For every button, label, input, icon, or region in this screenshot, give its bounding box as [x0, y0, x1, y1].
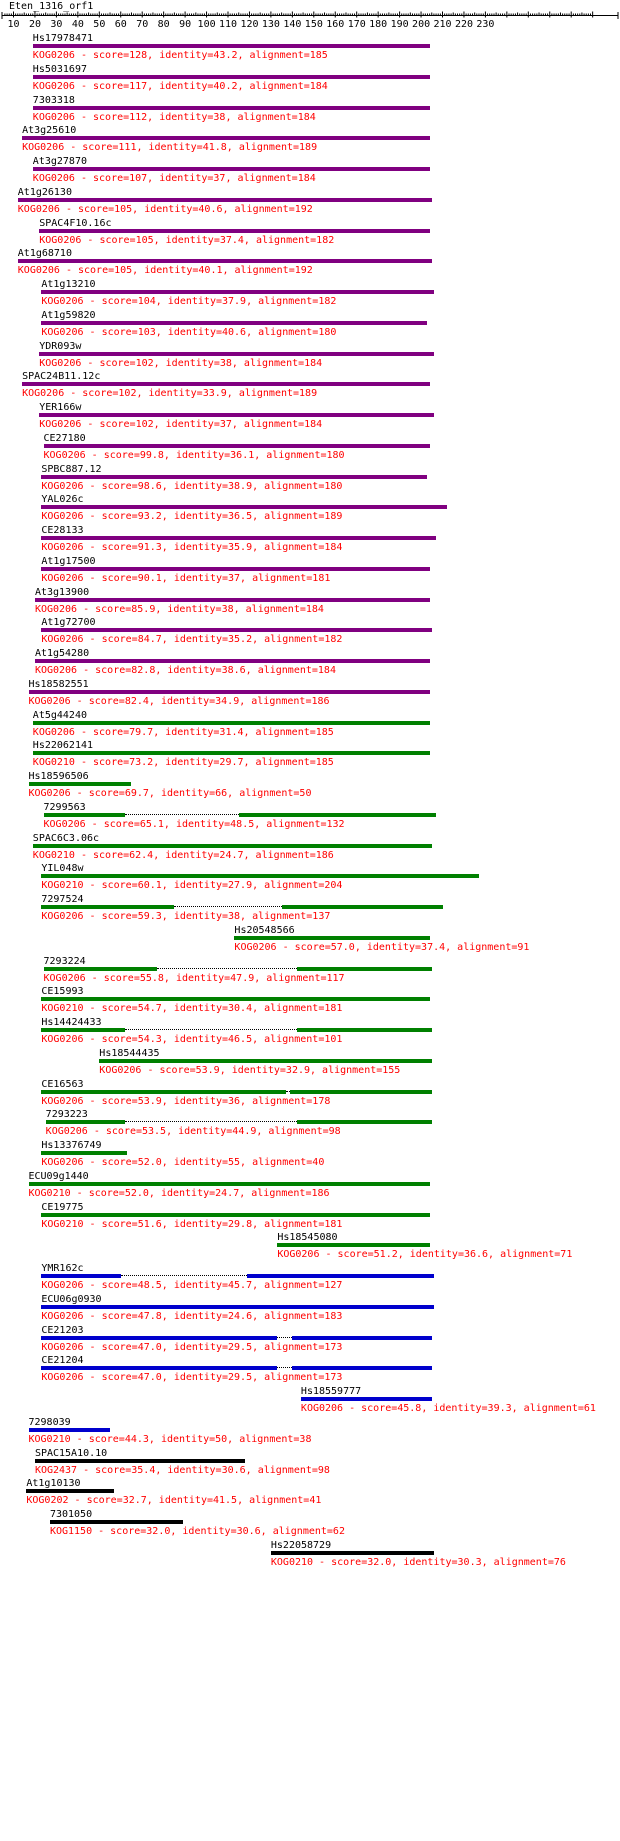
hit-name-link[interactable]: Hs20548566 [234, 924, 295, 936]
ruler-tick-label: 80 [157, 19, 170, 30]
alignment-bar[interactable] [33, 106, 430, 110]
hit-name-link[interactable]: YAL026c [41, 494, 84, 506]
alignment-gap-line [277, 1337, 292, 1338]
hit-name-link[interactable]: SPAC6C3.06c [32, 832, 100, 844]
hit-description: KOG0206 - score=59.3, identity=38, alignment=137 [41, 911, 331, 922]
hit-description: KOG0206 - score=128, identity=43.2, alignment=185 [32, 50, 328, 61]
hit-name-link[interactable]: At1g26130 [17, 186, 72, 198]
hit-description: KOG0206 - score=90.1, identity=37, alignment=181 [41, 572, 331, 584]
hit-name-link[interactable]: At1g59820 [41, 309, 96, 321]
hit-description: KOG0206 - score=55.8, identity=47.9, alignment=117 [43, 972, 345, 984]
hit-description: KOG0206 - score=98.6, identity=38.9, alignment=180 [41, 480, 343, 492]
alignment-bar[interactable] [277, 1243, 429, 1247]
ruler-tick-label: 160 [326, 19, 345, 30]
query-title: Eten_1316_orf1 [9, 1, 94, 12]
hit-description: KOG0210 - score=62.4, identity=24.7, alignment=186 [32, 849, 334, 861]
hit-name-link[interactable]: Hs17978471 [32, 33, 94, 44]
hit-name-link[interactable]: 7297524 [41, 894, 84, 905]
alignment-bar[interactable] [29, 690, 430, 694]
alignment-bar[interactable] [301, 1397, 432, 1401]
alignment-gap-line [157, 968, 296, 969]
ruler-tick-label: 110 [219, 19, 238, 30]
alignment-bar[interactable] [282, 905, 443, 909]
alignment-bar[interactable] [22, 382, 430, 386]
alignment-bar[interactable] [41, 905, 174, 909]
hit-description: KOG0206 - score=99.8, identity=36.1, alignment=180 [43, 449, 345, 461]
ruler-tick-label: 180 [369, 19, 388, 30]
alignment-bar[interactable] [39, 352, 434, 356]
alignment-bar[interactable] [33, 721, 430, 725]
hit-description: KOG0206 - score=52.0, identity=55, alignment=40 [41, 1157, 325, 1168]
hit-name-link[interactable]: Hs13376749 [41, 1140, 102, 1151]
hit-description: KOG0206 - score=117, identity=40.2, alignment=184 [32, 80, 328, 92]
alignment-bar[interactable] [33, 844, 432, 848]
alignment-bar[interactable] [41, 1151, 127, 1155]
hit-name-link[interactable]: ECU06g0930 [41, 1293, 102, 1305]
alignment-bar[interactable] [35, 1459, 245, 1463]
ruler-tick-label: 150 [304, 19, 323, 30]
alignment-bar[interactable] [41, 1090, 286, 1094]
hit-name-link[interactable]: Hs5031697 [32, 63, 87, 75]
alignment-bar[interactable] [35, 598, 430, 602]
alignment-bar[interactable] [44, 967, 158, 971]
alignment-bar[interactable] [29, 782, 132, 786]
alignment-bar[interactable] [29, 1182, 430, 1186]
hit-name-link[interactable]: 7298039 [28, 1416, 71, 1428]
hit-name-link[interactable]: Hs22062141 [32, 740, 94, 752]
alignment-bar[interactable] [44, 813, 126, 817]
ruler-tick-label: 40 [71, 19, 84, 30]
hit-description: KOG0210 - score=54.7, identity=30.4, alignment=181 [41, 1003, 343, 1015]
ruler-tick-label: 70 [136, 19, 149, 30]
hit-name-link[interactable]: At1g54280 [34, 648, 90, 659]
hit-description: KOG0206 - score=47.8, identity=24.6, alignment=183 [41, 1310, 343, 1322]
ruler-tick-label: 30 [50, 19, 63, 30]
hit-name-link[interactable]: SPBC887.12 [41, 463, 102, 475]
alignment-bar[interactable] [18, 198, 432, 202]
alignment-bar[interactable] [239, 813, 436, 817]
alignment-bar[interactable] [41, 628, 431, 632]
hit-name-link[interactable]: YMR162c [41, 1263, 84, 1274]
alignment-bar[interactable] [33, 44, 430, 48]
hit-name-link[interactable]: Hs22058729 [270, 1539, 332, 1551]
alignment-bar[interactable] [33, 167, 430, 171]
hit-description: KOG0206 - score=69.7, identity=66, alignment=50 [28, 788, 312, 799]
alignment-gap-line [277, 1367, 292, 1368]
hit-name-link[interactable]: Hs14424433 [41, 1017, 102, 1028]
alignment-bar[interactable] [29, 1428, 111, 1432]
hit-description: KOG0202 - score=32.7, identity=41.5, alignment=41 [26, 1495, 322, 1507]
alignment-bar[interactable] [41, 1028, 125, 1032]
hit-name-link[interactable]: 7303318 [32, 94, 75, 106]
alignment-bar[interactable] [18, 259, 432, 263]
alignment-bar[interactable] [26, 1489, 114, 1493]
hit-description: KOG0206 - score=102, identity=38, alignment=184 [39, 357, 323, 369]
ruler-tick-label: 60 [114, 19, 127, 30]
hit-description: KOG2437 - score=35.4, identity=30.6, alignment=98 [34, 1464, 330, 1476]
hit-name-link[interactable]: CE27180 [43, 432, 86, 444]
hit-name-link[interactable]: Hs18545080 [277, 1232, 338, 1244]
hit-name-link[interactable]: YIL048w [41, 863, 84, 875]
hit-name-link[interactable]: At1g10130 [26, 1478, 81, 1490]
hit-description: KOG0206 - score=105, identity=37.4, alignment=182 [39, 234, 335, 246]
hit-description: KOG0206 - score=47.0, identity=29.5, alignment=173 [41, 1372, 343, 1384]
alignment-bar[interactable] [41, 1305, 434, 1309]
alignment-bar[interactable] [41, 290, 434, 294]
hit-name-link[interactable]: 7301050 [49, 1509, 93, 1520]
ruler-tick-label: 90 [179, 19, 192, 30]
alignment-bar[interactable] [39, 229, 429, 233]
alignment-bar[interactable] [41, 1366, 277, 1370]
hit-description: KOG0206 - score=111, identity=41.8, alignment=189 [22, 142, 318, 154]
hit-description: KOG0206 - score=107, identity=37, alignment=184 [32, 173, 316, 184]
alignment-gap-line [125, 814, 239, 815]
hit-name-link[interactable]: YER166w [39, 402, 82, 413]
alignment-bar[interactable] [33, 75, 430, 79]
hit-name-link[interactable]: YDR093w [39, 340, 82, 352]
hit-description: KOG0206 - score=53.5, identity=44.9, alignment=98 [45, 1126, 341, 1138]
alignment-bar[interactable] [41, 321, 427, 325]
ruler-tick-label: 120 [240, 19, 259, 30]
hit-name-link[interactable]: At3g27870 [32, 156, 87, 167]
hit-description: KOG0206 - score=112, identity=38, alignment=184 [32, 111, 316, 123]
hit-description: KOG0206 - score=82.8, identity=38.6, alignment=184 [34, 665, 336, 676]
hit-description: KOG0206 - score=54.3, identity=46.5, alignment=101 [41, 1034, 343, 1045]
ruler-tick-label: 50 [93, 19, 106, 30]
ruler-tick-label: 130 [261, 19, 280, 30]
hit-description: KOG0206 - score=53.9, identity=32.9, alignment=155 [99, 1064, 401, 1076]
alignment-bar[interactable] [247, 1274, 434, 1278]
alignment-bar[interactable] [41, 1213, 429, 1217]
alignment-bar[interactable] [22, 136, 430, 140]
alignment-bar[interactable] [41, 475, 427, 479]
hit-description: KOG0210 - score=44.3, identity=50, alignment=38 [28, 1433, 312, 1445]
alignment-bar[interactable] [99, 1059, 431, 1063]
hit-name-link[interactable]: SPAC4F10.16c [39, 217, 112, 229]
alignment-gap-line [174, 906, 281, 907]
hit-name-link[interactable]: CE21203 [41, 1324, 84, 1336]
hit-description: KOG0206 - score=82.4, identity=34.9, alignment=186 [28, 695, 330, 707]
hit-name-link[interactable]: At3g25610 [22, 125, 77, 137]
hit-description: KOG0206 - score=48.5, identity=45.7, alignment=127 [41, 1280, 343, 1291]
ruler-tick-label: 170 [347, 19, 366, 30]
hit-description: KOG0210 - score=73.2, identity=29.7, alignment=185 [32, 757, 334, 769]
alignment-bar[interactable] [292, 1366, 431, 1370]
hit-description: KOG0206 - score=84.7, identity=35.2, alignment=182 [41, 634, 343, 646]
alignment-bar[interactable] [41, 536, 436, 540]
ruler-tick-label: 100 [197, 19, 216, 30]
hit-description: KOG0210 - score=52.0, identity=24.7, alignment=186 [28, 1187, 330, 1199]
hit-description: KOG0206 - score=51.2, identity=36.6, alignment=71 [277, 1249, 573, 1261]
hit-description: KOG0206 - score=105, identity=40.1, alignment=192 [17, 265, 313, 277]
hit-name-link[interactable]: At1g68710 [17, 248, 72, 260]
hit-name-link[interactable]: 7299563 [43, 801, 86, 813]
hit-description: KOG0206 - score=85.9, identity=38, alignment=184 [34, 603, 324, 615]
hit-description: KOG0210 - score=32.0, identity=30.3, alignment=76 [270, 1556, 566, 1568]
ruler-tick-label: 210 [433, 19, 452, 30]
alignment-bar[interactable] [41, 505, 446, 509]
alignment-bar[interactable] [33, 751, 430, 755]
alignment-bar[interactable] [290, 1090, 432, 1094]
alignment-bar[interactable] [292, 1336, 431, 1340]
alignment-bar[interactable] [297, 1120, 432, 1124]
ruler-tick-label: 200 [412, 19, 431, 30]
hit-description: KOG0210 - score=60.1, identity=27.9, alignment=204 [41, 880, 343, 892]
ruler-tick-label: 10 [7, 19, 20, 30]
hit-name-link[interactable]: Hs18596506 [28, 771, 89, 782]
alignment-bar[interactable] [41, 1274, 120, 1278]
hit-description: KOG0206 - score=79.7, identity=31.4, alignment=185 [32, 726, 334, 738]
alignment-bar[interactable] [39, 413, 434, 417]
hit-name-link[interactable]: 7293223 [45, 1109, 88, 1121]
hit-name-link[interactable]: 7293224 [43, 955, 86, 967]
alignment-bar[interactable] [41, 997, 429, 1001]
hit-name-link[interactable]: CE19775 [41, 1201, 84, 1213]
hit-description: KOG0206 - score=102, identity=37, alignment=184 [39, 419, 323, 430]
alignment-bar[interactable] [271, 1551, 434, 1555]
hit-name-link[interactable]: At1g13210 [41, 279, 96, 290]
ruler-tick-label: 190 [390, 19, 409, 30]
hit-description: KOG0206 - score=47.0, identity=29.5, alignment=173 [41, 1341, 343, 1353]
alignment-bar[interactable] [50, 1520, 183, 1524]
hit-description: KOG0206 - score=57.0, identity=37.4, alignment=91 [234, 941, 530, 953]
hit-name-link[interactable]: Hs18582551 [28, 678, 89, 690]
hit-description: KOG0206 - score=45.8, identity=39.3, alignment=61 [300, 1403, 596, 1414]
hit-name-link[interactable]: At5g44240 [32, 709, 87, 721]
alignment-bar[interactable] [41, 1336, 277, 1340]
hit-name-link[interactable]: At1g17500 [41, 555, 96, 567]
hit-name-link[interactable]: CE16563 [41, 1078, 84, 1090]
ruler-tick-label: 20 [28, 19, 41, 30]
hit-name-link[interactable]: Hs18559777 [300, 1386, 362, 1397]
hit-description: KOG0206 - score=105, identity=40.6, alignment=192 [17, 203, 313, 215]
hit-description: KOG0210 - score=51.6, identity=29.8, alignment=181 [41, 1218, 343, 1230]
hit-description: KOG1150 - score=32.0, identity=30.6, alignment=62 [49, 1526, 345, 1537]
ruler-tick-label: 140 [283, 19, 302, 30]
alignment-bar[interactable] [44, 444, 430, 448]
alignment-bar[interactable] [297, 967, 432, 971]
hit-description: KOG0206 - score=104, identity=37.9, alignment=182 [41, 296, 337, 307]
hit-description: KOG0206 - score=53.9, identity=36, alignment=178 [41, 1095, 331, 1107]
hit-description: KOG0206 - score=93.2, identity=36.5, alignment=189 [41, 511, 343, 523]
hit-description: KOG0206 - score=65.1, identity=48.5, alignment=132 [43, 818, 345, 830]
hit-name-link[interactable]: CE28133 [41, 525, 84, 536]
hit-name-link[interactable]: SPAC15A10.10 [34, 1447, 108, 1459]
alignment-bar[interactable] [297, 1028, 432, 1032]
alignment-bar[interactable] [35, 659, 430, 663]
alignment-bar[interactable] [46, 1120, 125, 1124]
hit-name-link[interactable]: Hs18544435 [99, 1047, 160, 1059]
alignment-gap-line [125, 1029, 297, 1030]
hit-name-link[interactable]: At3g13900 [34, 586, 90, 598]
hit-name-link[interactable]: SPAC24B11.12c [22, 371, 101, 383]
alignment-bar[interactable] [41, 567, 429, 571]
alignment-bar[interactable] [234, 936, 429, 940]
alignment-gap-line [125, 1121, 297, 1122]
hit-name-link[interactable]: ECU09g1440 [28, 1170, 89, 1182]
hit-description: KOG0206 - score=102, identity=33.9, alignment=189 [22, 388, 318, 400]
alignment-gap-line [121, 1275, 248, 1276]
ruler-tick-label: 220 [454, 19, 473, 30]
hit-name-link[interactable]: At1g72700 [41, 617, 96, 629]
ruler-tick-label: 230 [476, 19, 495, 30]
hit-name-link[interactable]: CE21204 [41, 1355, 84, 1367]
hit-description: KOG0206 - score=91.3, identity=35.9, alignment=184 [41, 542, 343, 553]
hit-name-link[interactable]: CE15993 [41, 986, 84, 998]
hit-description: KOG0206 - score=103, identity=40.6, alignment=180 [41, 326, 337, 338]
alignment-bar[interactable] [41, 874, 479, 878]
